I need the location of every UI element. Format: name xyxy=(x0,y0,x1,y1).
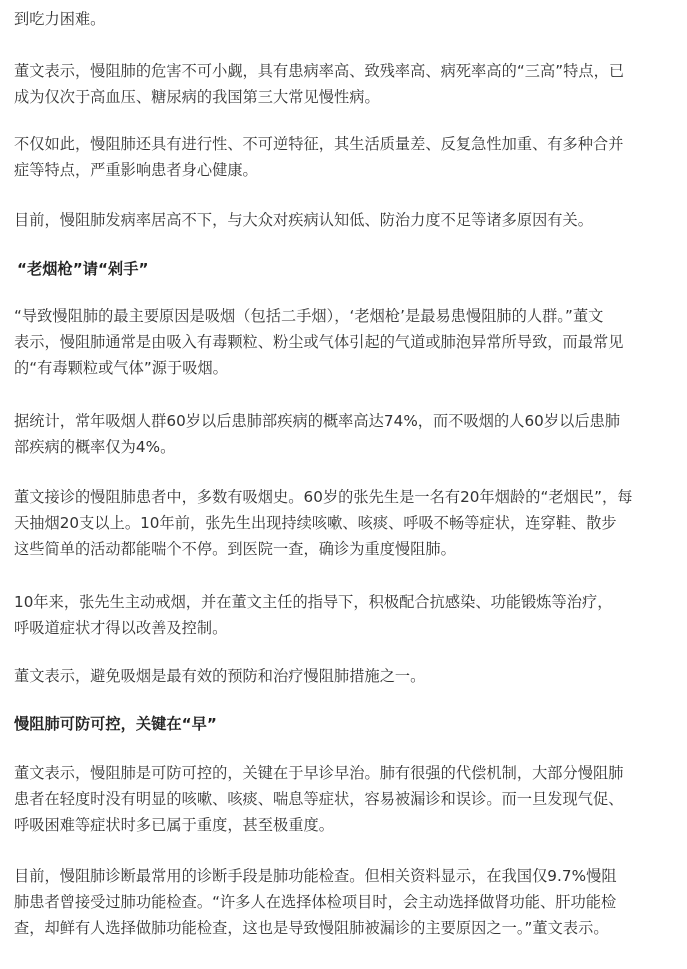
paragraph xyxy=(14,408,674,460)
text-line: 到吃力困难。 xyxy=(14,10,106,28)
paragraph xyxy=(14,760,674,838)
text-line: “导致慢阻肺的最主要原因是吸烟（包括二手烟），‘老烟枪’是最易患慢阻肺的人群。”董文 xyxy=(14,307,604,325)
text-line: 董文表示，慢阻肺是可防可控的，关键在于早诊早治。肺有很强的代偿机制，大部分慢阻肺 xyxy=(14,764,624,782)
text-line: 目前，慢阻肺诊断最常用的诊断手段是肺功能检查。但相关资料显示，在我国仅9.7%慢阻 xyxy=(14,867,617,885)
section-heading xyxy=(14,711,674,737)
text-line: 10年来，张先生主动戒烟，并在董文主任的指导下，积极配合抗感染、功能锻炼等治疗， xyxy=(14,593,613,611)
text-line: 成为仅次于高血压、糖尿病的我国第三大常见慢性病。 xyxy=(14,88,380,106)
heading-text: “老烟枪”请“剁手” xyxy=(17,260,149,278)
paragraph xyxy=(14,663,674,689)
heading-text: 慢阻肺可防可控，关键在“早” xyxy=(14,715,217,733)
text-line: 天抽烟20支以上。10年前，张先生出现持续咳嗽、咳痰、呼吸不畅等症状，连穿鞋、散步 xyxy=(14,514,617,532)
text-line: 董文接诊的慢阻肺患者中，多数有吸烟史。60岁的张先生是一名有20年烟龄的“老烟民”，每 xyxy=(14,488,633,506)
text-line: 据统计，常年吸烟人群60岁以后患肺部疾病的概率高达74%，而不吸烟的人60岁以后患肺 xyxy=(14,412,621,430)
section-heading xyxy=(17,256,677,282)
text-line: 的“有毒颗粒或气体”源于吸烟。 xyxy=(14,359,228,377)
text-line: 表示，慢阻肺通常是由吸入有毒颗粒、粉尘或气体引起的气道或肺泡异常所导致，而最常见 xyxy=(14,333,624,351)
paragraph xyxy=(14,6,674,32)
text-line: 不仅如此，慢阻肺还具有进行性、不可逆特征，其生活质量差、反复急性加重、有多种合并 xyxy=(14,135,624,153)
paragraph xyxy=(14,131,674,183)
text-line: 症等特点，严重影响患者身心健康。 xyxy=(14,161,258,179)
text-line: 这些简单的活动都能喘个不停。到医院一查，确诊为重度慢阻肺。 xyxy=(14,540,456,558)
paragraph xyxy=(14,58,674,110)
text-line: 肺患者曾接受过肺功能检查。“许多人在选择体检项目时，会主动选择做肾功能、肝功能检 xyxy=(14,893,617,911)
text-line: 部疾病的概率仅为4%。 xyxy=(14,438,176,456)
paragraph xyxy=(14,589,674,641)
text-line: 董文表示，慢阻肺的危害不可小觑，具有患病率高、致残率高、病死率高的“三高”特点，已 xyxy=(14,62,625,80)
text-line: 呼吸困难等症状时多已属于重度，甚至极重度。 xyxy=(14,816,334,834)
text-line: 董文表示，避免吸烟是最有效的预防和治疗慢阻肺措施之一。 xyxy=(14,667,426,685)
paragraph xyxy=(14,863,674,941)
text-line: 查，却鲜有人选择做肺功能检查，这也是导致慢阻肺被漏诊的主要原因之一。”董文表示。 xyxy=(14,919,609,937)
text-line: 患者在轻度时没有明显的咳嗽、咳痰、喘息等症状，容易被漏诊和误诊。而一旦发现气促、 xyxy=(14,790,624,808)
text-line: 呼吸道症状才得以改善及控制。 xyxy=(14,619,228,637)
paragraph xyxy=(14,303,674,381)
paragraph xyxy=(14,484,674,562)
text-line: 目前，慢阻肺发病率居高不下，与大众对疾病认知低、防治力度不足等诸多原因有关。 xyxy=(14,211,594,229)
paragraph xyxy=(14,207,674,233)
